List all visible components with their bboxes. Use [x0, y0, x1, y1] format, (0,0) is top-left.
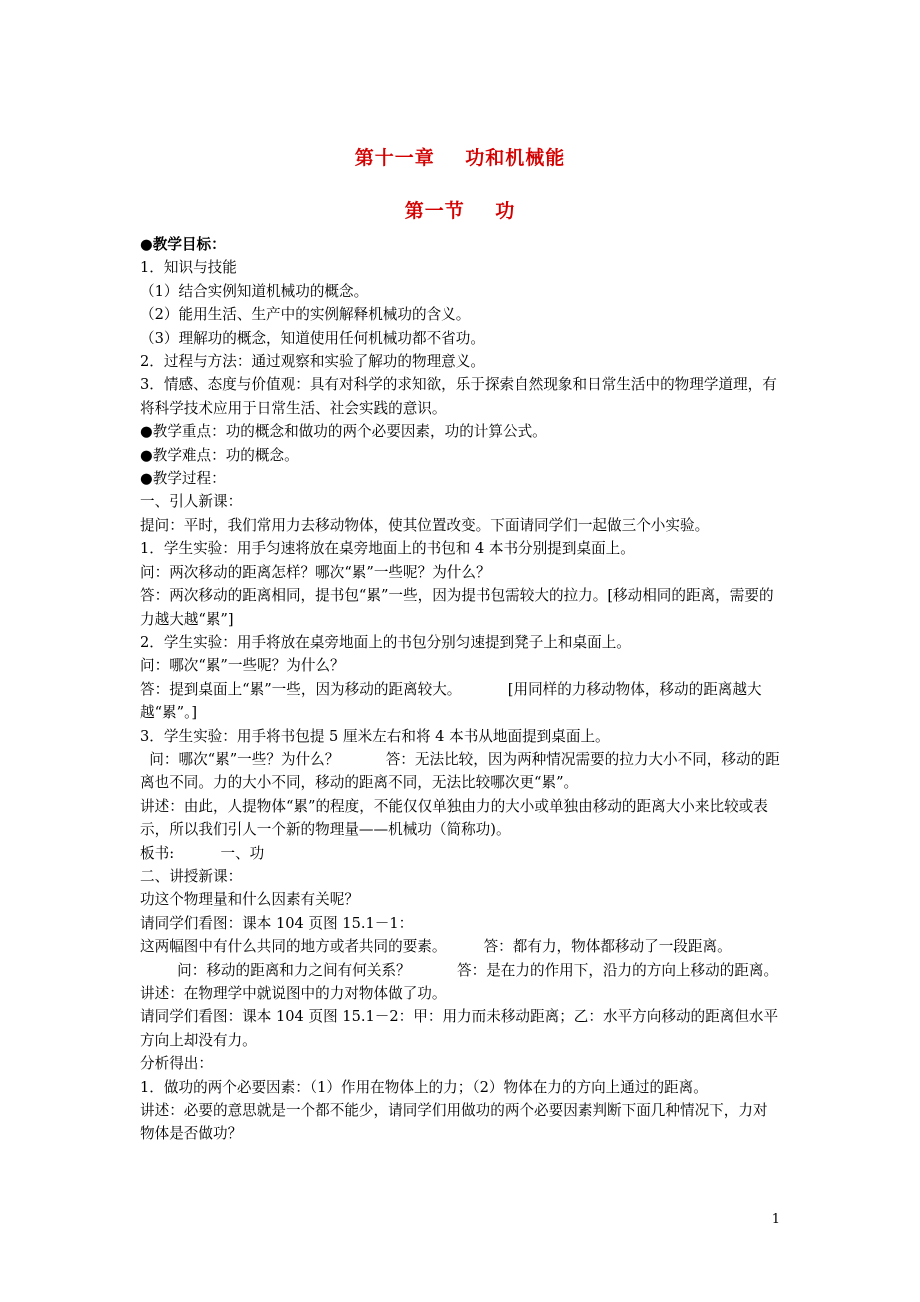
paragraph: 二、讲授新课： — [140, 867, 243, 885]
paragraph: 1．学生实验：用手匀速将放在桌旁地面上的书包和 4 本书分别提到桌面上。 — [140, 540, 635, 558]
paragraph: 问：哪次“累”一些呢？为什么？ — [140, 657, 345, 675]
paragraph: 这两幅图中有什么共同的地方或者共同的要素。 答：都有力，物体都移动了一段距离。 — [140, 938, 732, 956]
heading-teaching-goals: ●教学目标： — [140, 236, 226, 253]
paragraph: ●教学过程： — [140, 470, 226, 488]
body-text — [140, 233, 816, 1146]
paragraph: 3．情感、态度与价值观：具有对科学的求知欲，乐于探索自然现象和日常生活中的物理学道理，有将科学技术应用于日常生活、社会实践的意识。 — [140, 376, 777, 417]
paragraph: 分析得出： — [140, 1055, 213, 1073]
page-number: 1 — [771, 1212, 780, 1227]
paragraph: 问：移动的距离和力之间有何关系？ 答：是在力的作用下，沿力的方向上移动的距离。 讲述：在物理学中就说图中的力对物体做了功。 — [140, 961, 816, 1002]
paragraph: （3）理解功的概念，知道使用任何机械功都不省功。 — [140, 329, 485, 347]
paragraph: 一、引人新课： — [140, 493, 243, 511]
paragraph: 2．过程与方法：通过观察和实验了解功的物理意义。 — [140, 353, 485, 371]
paragraph: ●教学难点：功的概念。 — [140, 446, 299, 464]
paragraph: 1．知识与技能 — [140, 259, 237, 277]
paragraph: 功这个物理量和什么因素有关呢？ — [140, 891, 359, 909]
paragraph: 答：提到桌面上“累”一些，因为移动的距离较大。 [用同样的力移动物体，移动的距离越大越“累”。] — [140, 680, 762, 722]
paragraph: 1．做功的两个必要因素：（1）作用在物体上的力；（2）物体在力的方向上通过的距离。 — [140, 1078, 708, 1096]
chapter-title: 第十一章 功和机械能 — [354, 147, 566, 169]
paragraph: 请同学们看图：课本 104 页图 15.1－2：甲：用力而未移动距离；乙：水平方向移动的距离但水平方向上却没有力。 — [140, 1008, 779, 1049]
paragraph: 问：两次移动的距离怎样？哪次“累”一些呢？为什么？ — [140, 563, 491, 581]
paragraph: 2．学生实验：用手将放在桌旁地面上的书包分别匀速提到凳子上和桌面上。 — [140, 633, 631, 651]
paragraph: ●教学重点：功的概念和做功的两个必要因素，功的计算公式。 — [140, 423, 547, 441]
paragraph: 问：哪次“累”一些？为什么？ 答：无法比较，因为两种情况需要的拉力大小不同，移动的距离也不同。力的大小不同，移动的距离不同，无法比较哪次更“累”。 — [140, 750, 780, 792]
paragraph: 3．学生实验：用手将书包提 5 厘米左右和将 4 本书从地面提到桌面上。 — [140, 727, 610, 745]
section-title: 第一节 功 — [404, 200, 516, 222]
paragraph: 请同学们看图：课本 104 页图 15.1－1： — [140, 914, 414, 932]
paragraph: 讲述：必要的意思就是一个都不能少，请同学们用做功的两个必要因素判断下面几种情况下，力对物体是否做功？ — [140, 1102, 768, 1143]
paragraph: 答：两次移动的距离相同，提书包“累”一些，因为提书包需较大的拉力。[移动相同的距离，需要的力越大越“累”] — [140, 587, 774, 628]
paragraph: 提问：平时，我们常用力去移动物体，使其位置改变。下面请同学们一起做三个小实验。 — [140, 516, 710, 534]
paragraph: （2）能用生活、生产中的实例解释机械功的含义。 — [140, 306, 471, 324]
paragraph: 板书: 一、功 — [140, 844, 265, 862]
paragraph: （1）结合实例知道机械功的概念。 — [140, 282, 369, 300]
paragraph: 讲述：由此，人提物体“累”的程度，不能仅仅单独由力的大小或单独由移动的距离大小来比较或表示，所以我们引人一个新的物理量——机械功（简称功)。 — [140, 797, 768, 839]
